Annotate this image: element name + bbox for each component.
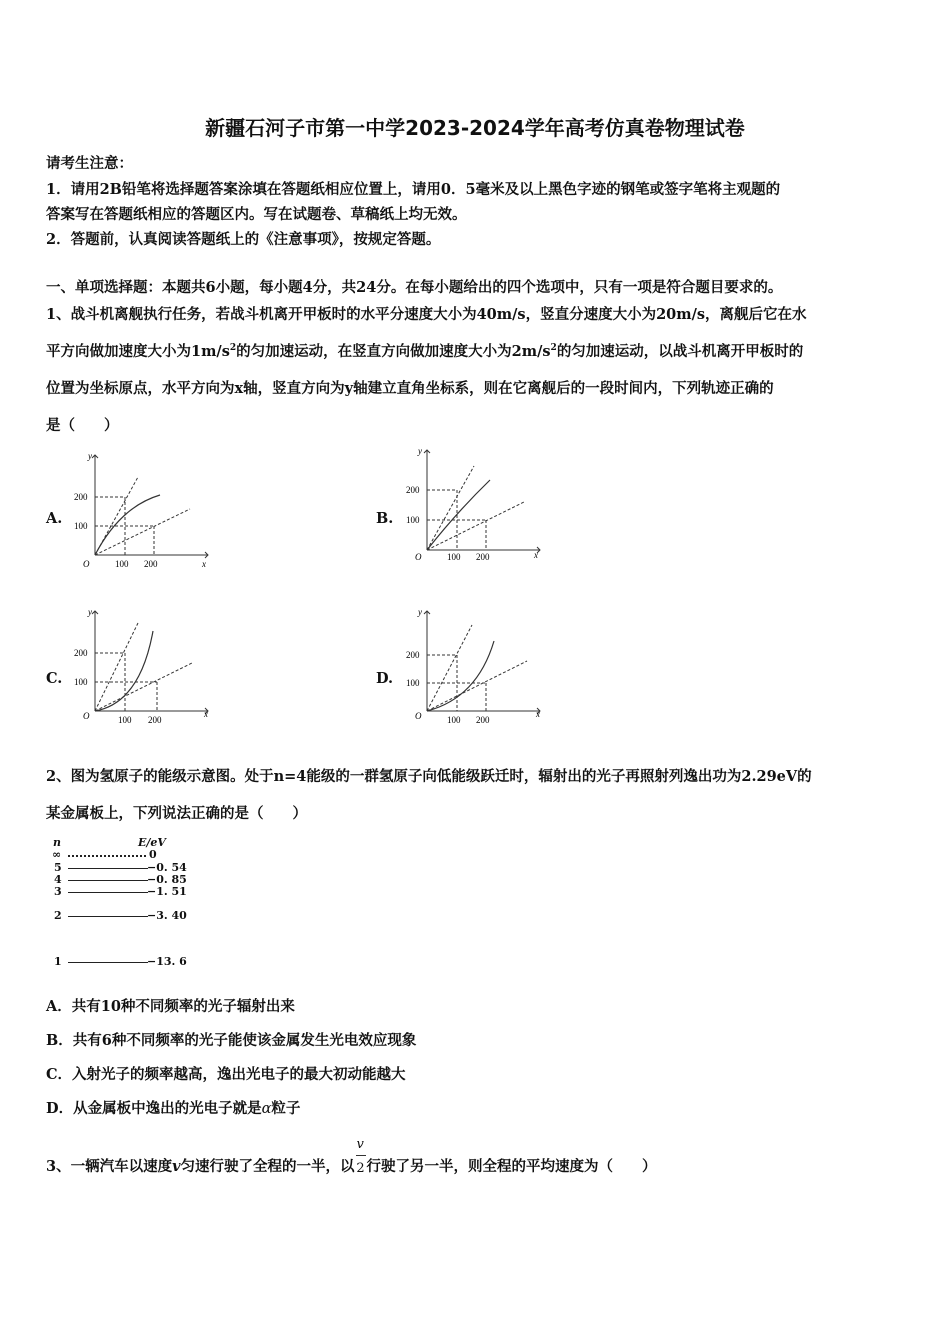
notice-heading: 请考生注意： (46, 155, 133, 172)
q2-option-a: A．共有10种不同频率的光子辐射出来 (46, 998, 295, 1015)
level-n-infinity: ∞ (52, 848, 62, 861)
x-tick-200: 200 (144, 559, 158, 569)
q3-part-b: 匀速行驶了全程的一半，以 (180, 1158, 355, 1175)
y-axis-label: y (418, 607, 422, 617)
graph-b (406, 442, 547, 567)
x-axis-label: x (204, 709, 208, 719)
notice-item-1b: 答案写在答题纸相应的答题区内。写在试题卷、草稿纸上均无效。 (46, 206, 467, 223)
y-tick-100: 100 (406, 515, 420, 525)
n-header: n (53, 836, 61, 849)
q3-part-c: 行驶了另一半，则全程的平均速度为（ ） (366, 1158, 657, 1175)
y-tick-200: 200 (74, 648, 88, 658)
q1-line-2 (46, 340, 803, 361)
q1-line-3: 位置为坐标原点，水平方向为x轴，竖直方向为y轴建立直角坐标系，则在它离舰后的一段时间内，下列轨迹正确的 (46, 380, 774, 397)
level-line-3 (68, 892, 148, 893)
level-e-2: −3. 40 (147, 909, 187, 922)
y-tick-100: 100 (406, 678, 420, 688)
y-tick-100: 100 (74, 521, 88, 531)
level-n-2: 2 (54, 909, 62, 922)
energy-header: E/eV (138, 836, 166, 849)
origin-label: O (415, 552, 422, 562)
x-tick-200: 200 (476, 715, 490, 725)
option-c-label: C. (46, 670, 63, 687)
level-line-1 (68, 962, 148, 963)
x-tick-100: 100 (447, 715, 461, 725)
y-tick-100: 100 (74, 677, 88, 687)
x-tick-100: 100 (115, 559, 129, 569)
q1-line-2-part-b: 的匀加速运动，在竖直方向做加速度大小为2m/s (236, 343, 551, 360)
q3-velocity-symbol: v (172, 1158, 181, 1175)
q1-line-4: 是（ ） (46, 417, 119, 434)
fraction-bar (356, 1155, 366, 1156)
notice-item-1a: 1．请用2B铅笔将选择题答案涂填在答题纸相应位置上，请用0．5毫米及以上黑色字迹的钢笔或签字笔将主观题的 (46, 181, 781, 198)
x-tick-200: 200 (148, 715, 162, 725)
option-d-label: D. (376, 670, 394, 687)
x-tick-100: 100 (118, 715, 132, 725)
alpha-symbol: α (261, 1101, 272, 1117)
y-axis-label: y (88, 607, 92, 617)
q1-line-2-part-a: 平方向做加速度大小为1m/s (46, 343, 230, 360)
energy-level-diagram (50, 836, 210, 971)
trajectory-curve (427, 480, 490, 550)
q2-option-b: B．共有6种不同频率的光子能使该金属发生光电效应现象 (46, 1032, 417, 1049)
q2-line-2: 某金属板上，下列说法正确的是（ ） (46, 805, 307, 822)
q1-line-2-part-c: 的匀加速运动，以战斗机离开甲板时的 (556, 343, 804, 360)
y-tick-200: 200 (74, 492, 88, 502)
level-n-3: 3 (54, 885, 62, 898)
q2-option-c: C．入射光子的频率越高，逸出光电子的最大初动能越大 (46, 1066, 406, 1083)
page-title: 新疆石河子市第一中学2023-2024学年高考仿真卷物理试卷 (205, 116, 745, 140)
level-n-4: 4 (54, 873, 62, 886)
level-line-infinity (68, 855, 146, 857)
q2-line-1: 2、图为氢原子的能级示意图。处于n=4能级的一群氢原子向低能级跃迁时，辐射出的光子再照射列逸出功为2.29eV的 (46, 768, 812, 785)
graph-c (74, 603, 215, 728)
y-axis-label: y (418, 446, 422, 456)
x-tick-200: 200 (476, 552, 490, 562)
y-tick-200: 200 (406, 485, 420, 495)
level-e-1: −13. 6 (147, 955, 187, 968)
q2-option-d (46, 1097, 300, 1118)
superscript-2: 2 (550, 343, 557, 354)
trajectory-curve (95, 631, 153, 711)
level-n-1: 1 (54, 955, 62, 968)
superscript-1: 2 (229, 343, 237, 354)
fraction-v-over-2 (355, 1136, 367, 1176)
level-e-infinity: 0 (149, 848, 157, 861)
option-b-label: B. (376, 510, 394, 527)
origin-label: O (415, 711, 422, 721)
q3-line (46, 1136, 657, 1176)
q1-line-1: 1、战斗机离舰执行任务，若战斗机离开甲板时的水平分速度大小为40m/s，竖直分速度大小为20m/s，离舰后它在水 (46, 306, 807, 323)
level-line-5 (68, 868, 148, 869)
y-tick-200: 200 (406, 650, 420, 660)
trajectory-curve (427, 641, 494, 711)
x-axis-label: x (536, 709, 540, 719)
x-tick-100: 100 (447, 552, 461, 562)
q2-option-d-part-a: D．从金属板中逸出的光电子就是 (46, 1100, 262, 1117)
origin-label: O (83, 711, 90, 721)
level-n-5: 5 (54, 861, 62, 874)
option-a-label: A. (46, 510, 63, 527)
q2-option-d-part-b: 粒子 (271, 1100, 301, 1117)
level-line-2 (68, 916, 148, 917)
level-line-4 (68, 880, 148, 881)
graph-a (74, 447, 215, 572)
x-axis-label: x (534, 550, 538, 560)
section-heading: 一、单项选择题：本题共6小题，每小题4分，共24分。在每小题给出的四个选项中，只有一项是符合题目要求的。 (46, 279, 783, 296)
fraction-numerator: v (356, 1136, 364, 1152)
trajectory-curve (95, 495, 160, 555)
level-e-3: −1. 51 (147, 885, 187, 898)
level-e-5: −0. 54 (147, 861, 187, 874)
q3-part-a: 3、一辆汽车以速度 (46, 1158, 173, 1175)
notice-item-2: 2．答题前，认真阅读答题纸上的《注意事项》，按规定答题。 (46, 231, 441, 248)
x-axis-label: x (202, 559, 206, 569)
graph-d (406, 603, 547, 728)
origin-label: O (83, 559, 90, 569)
level-e-4: −0. 85 (147, 873, 187, 886)
fraction-denominator: 2 (356, 1160, 365, 1176)
y-axis-label: y (88, 451, 92, 461)
